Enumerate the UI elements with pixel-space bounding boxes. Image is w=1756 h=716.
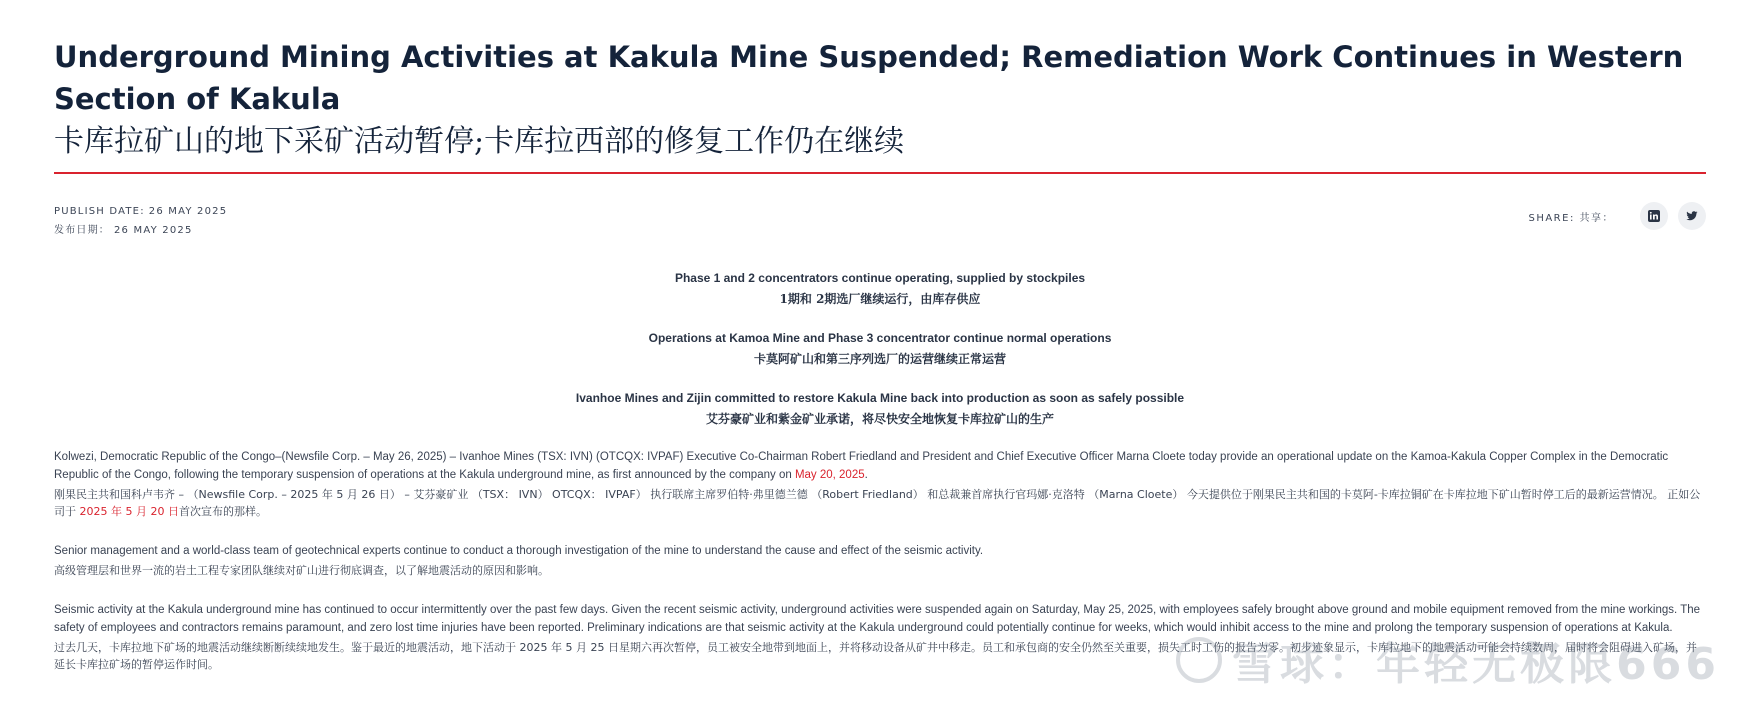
paragraph-en bbox=[54, 448, 1706, 484]
publish-value-en: 26 MAY 2025 bbox=[148, 206, 228, 217]
paragraph-2 bbox=[54, 542, 1706, 579]
highlights bbox=[54, 268, 1706, 430]
text-segment: . bbox=[864, 469, 868, 481]
twitter-icon bbox=[1686, 210, 1698, 222]
highlight-cn: 1期和 2期选厂继续运行，由库存供应 bbox=[779, 292, 981, 306]
paragraph-cn bbox=[54, 486, 1706, 520]
article-title-cn: 卡库拉矿山的地下采矿活动暂停;卡库拉西部的修复工作仍在继续 bbox=[54, 124, 905, 159]
share-linkedin-button[interactable] bbox=[1640, 202, 1668, 230]
publish-date bbox=[54, 202, 1706, 240]
title-divider bbox=[54, 172, 1706, 174]
share-twitter-button[interactable] bbox=[1678, 202, 1706, 230]
watermark-text: 雪球：年轻无极限666 bbox=[1232, 639, 1720, 690]
publish-label-en: PUBLISH DATE: bbox=[54, 206, 145, 217]
publish-value-cn: 26 MAY 2025 bbox=[114, 225, 193, 236]
text-segment: Kolwezi, Democratic Republic of the Congo–(Newsfile Corp. – May 26, 2025) – Ivanhoe Mines (TSX: IVN) (OTCQX: IVPAF) Executive Co-Chairman Robert Friedland and President and Chief Executive Officer Marna Cloete today provide an operational update on the Kamoa-Kakula Copper Complex in the Democratic Republic of the Congo, following the temporary suspension of operations at the Kakula underground mine, as first announced by the company on bbox=[54, 451, 1669, 481]
linkedin-icon bbox=[1648, 210, 1660, 222]
meta-row bbox=[54, 202, 1706, 262]
highlight-item bbox=[54, 388, 1706, 430]
paragraph-1 bbox=[54, 448, 1706, 520]
highlight-cn: 艾芬豪矿业和紫金矿业承诺，将尽快安全地恢复卡库拉矿山的生产 bbox=[705, 412, 1054, 426]
paragraph-cn: 高级管理层和世界一流的岩土工程专家团队继续对矿山进行彻底调查，以了解地震活动的原因和影响。 bbox=[54, 564, 549, 577]
text-segment: 首次宣布的那样。 bbox=[178, 505, 267, 518]
highlight-en: Operations at Kamoa Mine and Phase 3 concentrator continue normal operations bbox=[648, 331, 1112, 345]
share-bar bbox=[1528, 202, 1706, 230]
paragraph-cn: 过去几天，卡库拉地下矿场的地震活动继续断断续续地发生。鉴于最近的地震活动，地下活动于 2025 年 5 月 25 日星期六再次暂停，员工被安全地带到地面上，并将移动设备从矿井中移走。员工和承包商的安全仍然至关重要，损失工时工伤的报告为零。初步迹象显示，卡库拉地下的地震活动可能会持续数周，届时将会阻碍进入矿场，并延长卡库拉矿场的暂停运作时间。 bbox=[54, 641, 1697, 671]
highlight-item bbox=[54, 328, 1706, 370]
publish-label-cn: 发布日期： bbox=[54, 225, 110, 236]
highlight-en: Ivanhoe Mines and Zijin committed to restore Kakula Mine back into production as soon as safely possible bbox=[575, 391, 1185, 405]
highlight-en: Phase 1 and 2 concentrators continue operating, supplied by stockpiles bbox=[674, 271, 1086, 285]
paragraph-en: Senior management and a world-class team of geotechnical experts continue to conduct a thorough investigation of the mine to understand the cause and effect of the seismic activity. bbox=[54, 545, 984, 557]
article-body bbox=[54, 448, 1706, 673]
share-label: SHARE: 共享： bbox=[1528, 212, 1614, 224]
text-segment: 刚果民主共和国科卢韦齐 – （Newsfile Corp. – 2025 年 5 月 26 日） – 艾芬豪矿业 （TSX： IVN） OTCQX： IVPAF） 执行联席主席罗伯特·弗里德兰德 （Robert Friedland） 和总裁兼首席执行官玛娜·克洛特 （Marna Cloete） 今天提供位于刚果民主共和国的卡莫阿-卡库拉铜矿在卡库拉地下矿山暂时停工后的最新运营情况。 正如公司于 bbox=[54, 488, 1701, 518]
article-title-en: Underground Mining Activities at Kakula Mine Suspended; Remediation Work Continues in Western Section of Kakula bbox=[54, 40, 1684, 116]
paragraph-3 bbox=[54, 601, 1706, 673]
article bbox=[54, 36, 1706, 695]
highlight-item bbox=[54, 268, 1706, 310]
may-20-link[interactable]: May 20, 2025 bbox=[794, 469, 865, 481]
paragraph-en: Seismic activity at the Kakula underground mine has continued to occur intermittently over the past few days. Given the recent seismic activity, underground activities were suspended again on Saturday, May 25, 2025, with employees safely brought above ground and mobile equipment removed from the mine workings. The safety of employees and contractors remains paramount, and zero lost time injuries have been reported. Preliminary indications are that seismic activity at the Kakula underground could potentially continue for weeks, which would inhibit access to the mine and prolong the temporary suspension of operations at Kakula. bbox=[54, 604, 1701, 634]
highlight-cn: 卡莫阿矿山和第三序列选厂的运营继续正常运营 bbox=[753, 352, 1006, 366]
may-20-link-cn[interactable]: 2025 年 5 月 20 日 bbox=[79, 505, 179, 518]
